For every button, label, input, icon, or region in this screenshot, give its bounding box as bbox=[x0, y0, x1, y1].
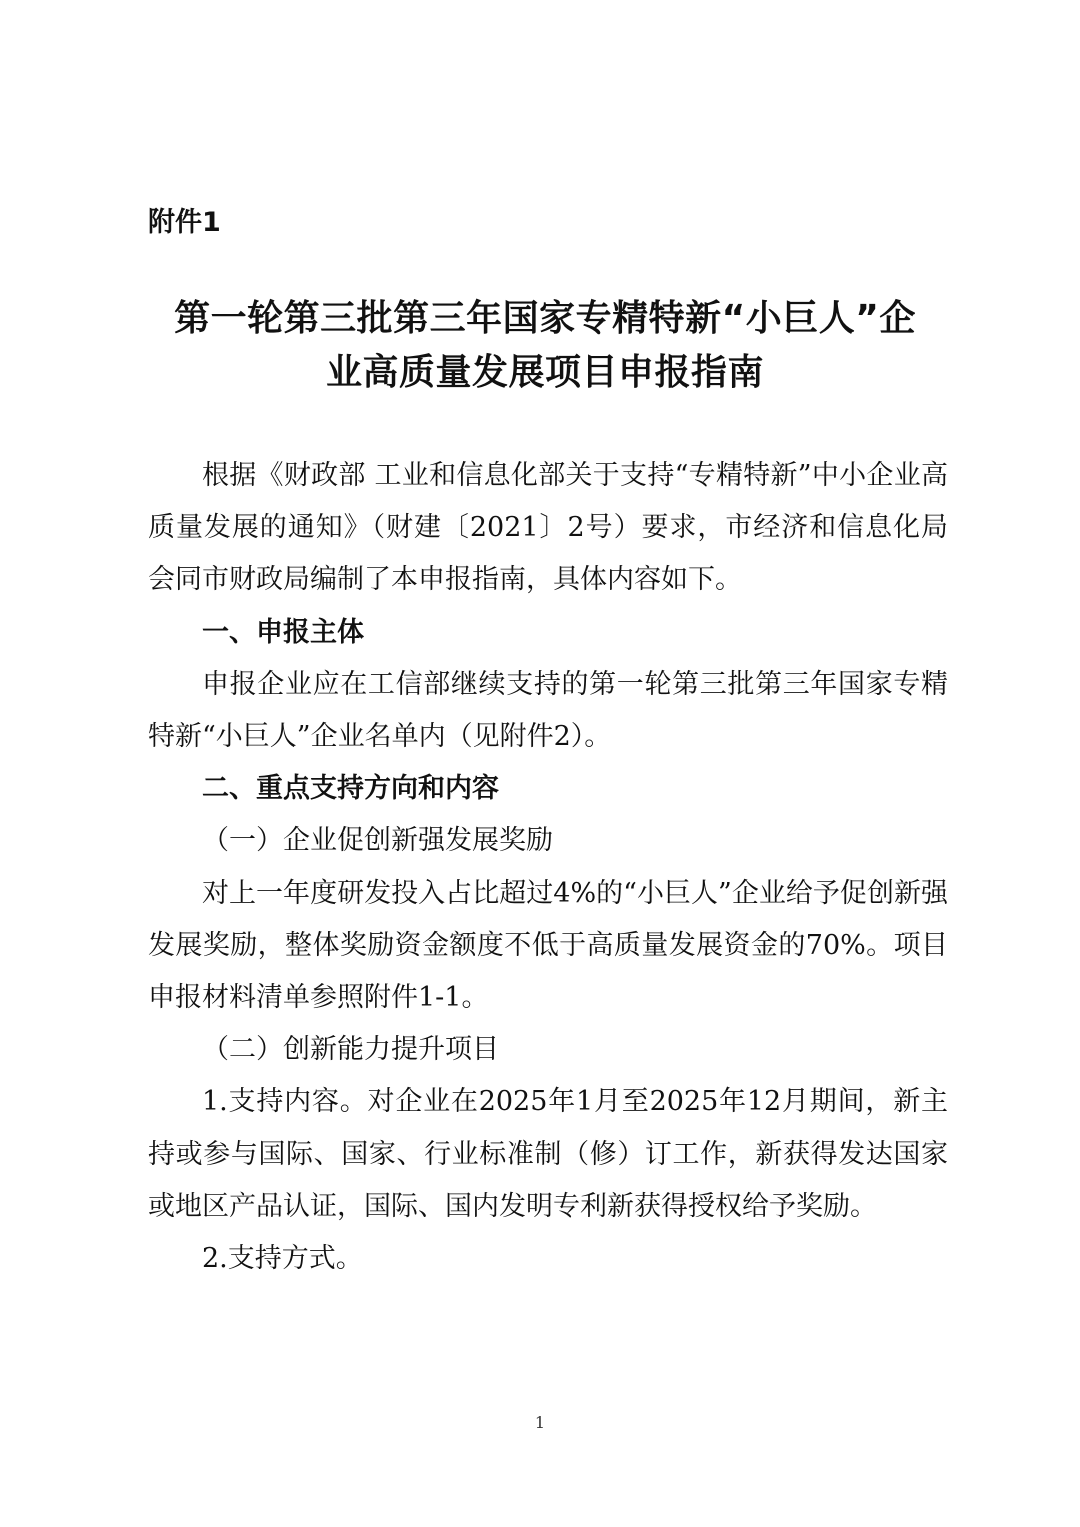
applicant-paragraph: 申报企业应在工信部继续支持的第一轮第三批第三年国家专精特新“小巨人”企业名单内（见附件2）。 bbox=[148, 668, 948, 753]
intro-paragraph: 根据《财政部 工业和信息化部关于支持“专精特新”中小企业高质量发展的通知》（财建〔2021〕2号）要求，市经济和信息化局会同市财政局编制了本申报指南，具体内容如下。 bbox=[148, 460, 948, 596]
section-heading-applicant: 一、申报主体 bbox=[202, 616, 364, 648]
attachment-label: 附件1 bbox=[148, 207, 221, 238]
innovation-reward-paragraph: 对上一年度研发投入占比超过4%的“小巨人”企业给予促创新强发展奖励，整体奖励资金额度不低于高质量发展资金的70%。项目申报材料清单参照附件1-1。 bbox=[148, 877, 948, 1014]
title-line-2: 业高质量发展项目申报指南 bbox=[325, 352, 764, 393]
page-number: 1 bbox=[534, 1413, 546, 1432]
support-method-paragraph: 2.支持方式。 bbox=[202, 1243, 363, 1275]
section-heading-support: 二、重点支持方向和内容 bbox=[202, 773, 499, 805]
document-title bbox=[140, 292, 950, 400]
support-content-paragraph: 1.支持内容。对企业在2025年1月至2025年12月期间，新主持或参与国际、国家、行业标准制（修）订工作，新获得发达国家或地区产品认证，国际、国内发明专利新获得授权给予奖励。 bbox=[148, 1086, 948, 1222]
subsection-heading-innovation-reward: （一）企业促创新强发展奖励 bbox=[202, 825, 553, 857]
subsection-heading-capability: （二）创新能力提升项目 bbox=[202, 1034, 499, 1066]
title-line-1: 第一轮第三批第三年国家专精特新“小巨人”企 bbox=[174, 298, 916, 339]
document-body bbox=[148, 450, 948, 1285]
